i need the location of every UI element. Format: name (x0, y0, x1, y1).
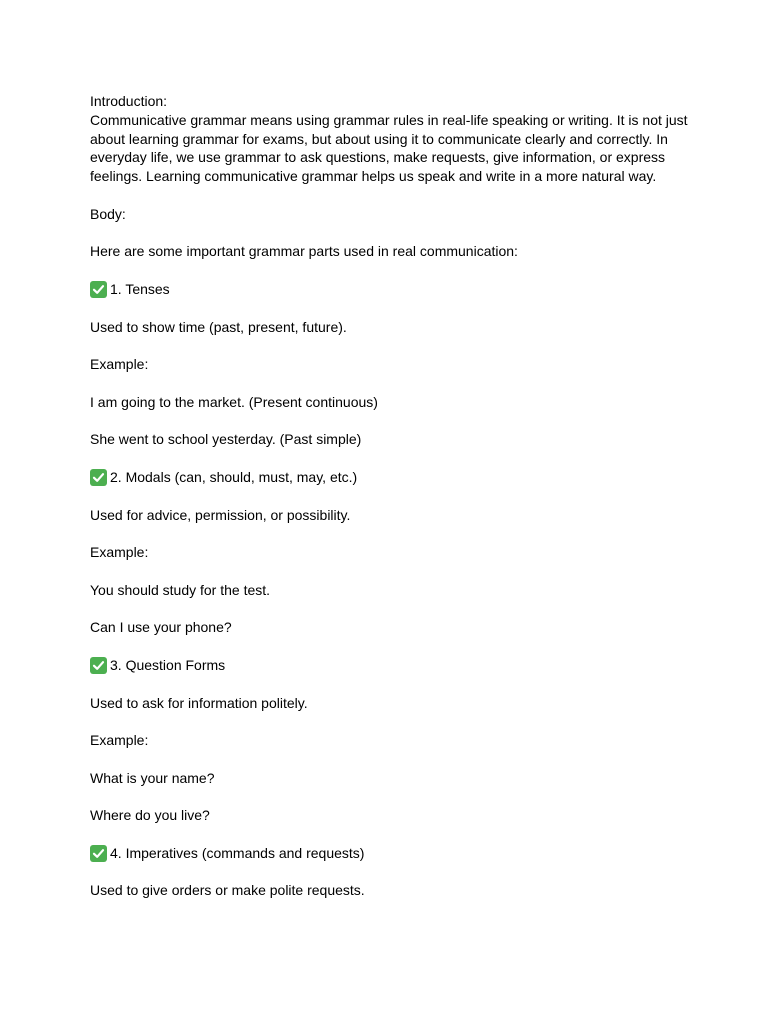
section-heading-imperatives (90, 844, 690, 863)
section-description: Used to show time (past, present, future). (90, 318, 347, 335)
check-mark-icon (90, 281, 107, 298)
section-heading-tenses (90, 280, 690, 299)
section-heading-text: 2. Modals (can, should, must, may, etc.) (110, 468, 358, 485)
check-mark-icon (90, 657, 107, 674)
section-description: Used to ask for information politely. (90, 694, 308, 711)
section-heading-text: 3. Question Forms (110, 656, 226, 673)
example-item: What is your name? (90, 769, 215, 786)
section-heading-modals (90, 468, 690, 487)
body-label: Body: (90, 205, 126, 222)
example-item: Where do you live? (90, 807, 210, 824)
section-heading-text: 4. Imperatives (commands and requests) (110, 844, 365, 861)
section-heading-question-forms (90, 656, 690, 675)
example-item: You should study for the test. (90, 581, 271, 598)
body-intro-text: Here are some important grammar parts used in real communication: (90, 243, 518, 260)
example-item: I am going to the market. (Present continuous) (90, 393, 378, 410)
introduction-text: Communicative grammar means using grammar rules in real-life speaking or writing. It is not just about learning grammar for exams, but about using it to communicate clearly and correctly. In everyday life, we use grammar to ask questions, make requests, give information, or express feelings. Learning communicative grammar helps us speak and write in a more natural way. (90, 111, 688, 185)
section-description: Used to give orders or make polite requests. (90, 882, 365, 899)
check-mark-icon (90, 469, 107, 486)
check-mark-icon (90, 845, 107, 862)
example-item: Can I use your phone? (90, 619, 232, 636)
introduction-label: Introduction: (90, 93, 168, 109)
section-description: Used for advice, permission, or possibility. (90, 506, 351, 523)
example-label: Example: (90, 732, 149, 749)
document-page (90, 92, 690, 919)
example-item: She went to school yesterday. (Past simple) (90, 431, 362, 448)
section-heading-text: 1. Tenses (110, 280, 170, 297)
introduction-block (90, 92, 690, 186)
example-label: Example: (90, 544, 149, 561)
example-label: Example: (90, 356, 149, 373)
